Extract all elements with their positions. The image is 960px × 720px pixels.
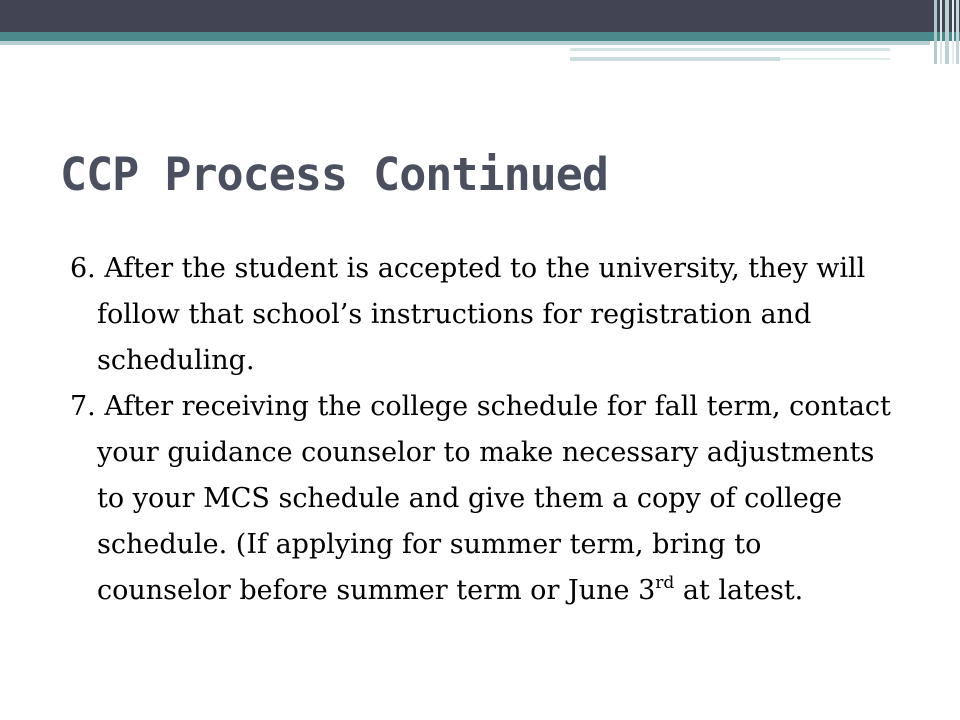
edge-stripe xyxy=(945,0,949,64)
edge-stripe xyxy=(934,0,937,64)
header-banner-dark xyxy=(0,0,960,32)
slide-title: CCP Process Continued xyxy=(60,148,608,201)
ordinal-suffix: rd xyxy=(655,573,675,593)
list-item-step-7 xyxy=(70,384,900,614)
step-7-text-end: at latest. xyxy=(674,575,804,606)
slide-body-list xyxy=(70,246,900,614)
list-item-step-6 xyxy=(70,246,900,384)
header-banner-teal xyxy=(0,32,960,41)
header-accent-line xyxy=(780,58,890,60)
header-accent-line xyxy=(570,48,890,51)
header-edge-stripes xyxy=(934,0,960,64)
edge-stripe xyxy=(940,0,942,64)
step-7-text: 7. After receiving the college schedule for fall term, contact your guidance counselor to make necessary adjustments to your MCS schedule and give them a copy of college schedule. (If applying for summer term, bring to counselor before summer term or June 3 xyxy=(70,391,891,606)
edge-stripe xyxy=(952,0,954,64)
header-accent-line xyxy=(0,41,930,45)
header-accent-line xyxy=(570,57,780,61)
edge-stripe xyxy=(956,0,959,64)
step-6-text: 6. After the student is accepted to the university, they will follow that school’s instructions for registration and scheduling. xyxy=(70,253,866,376)
